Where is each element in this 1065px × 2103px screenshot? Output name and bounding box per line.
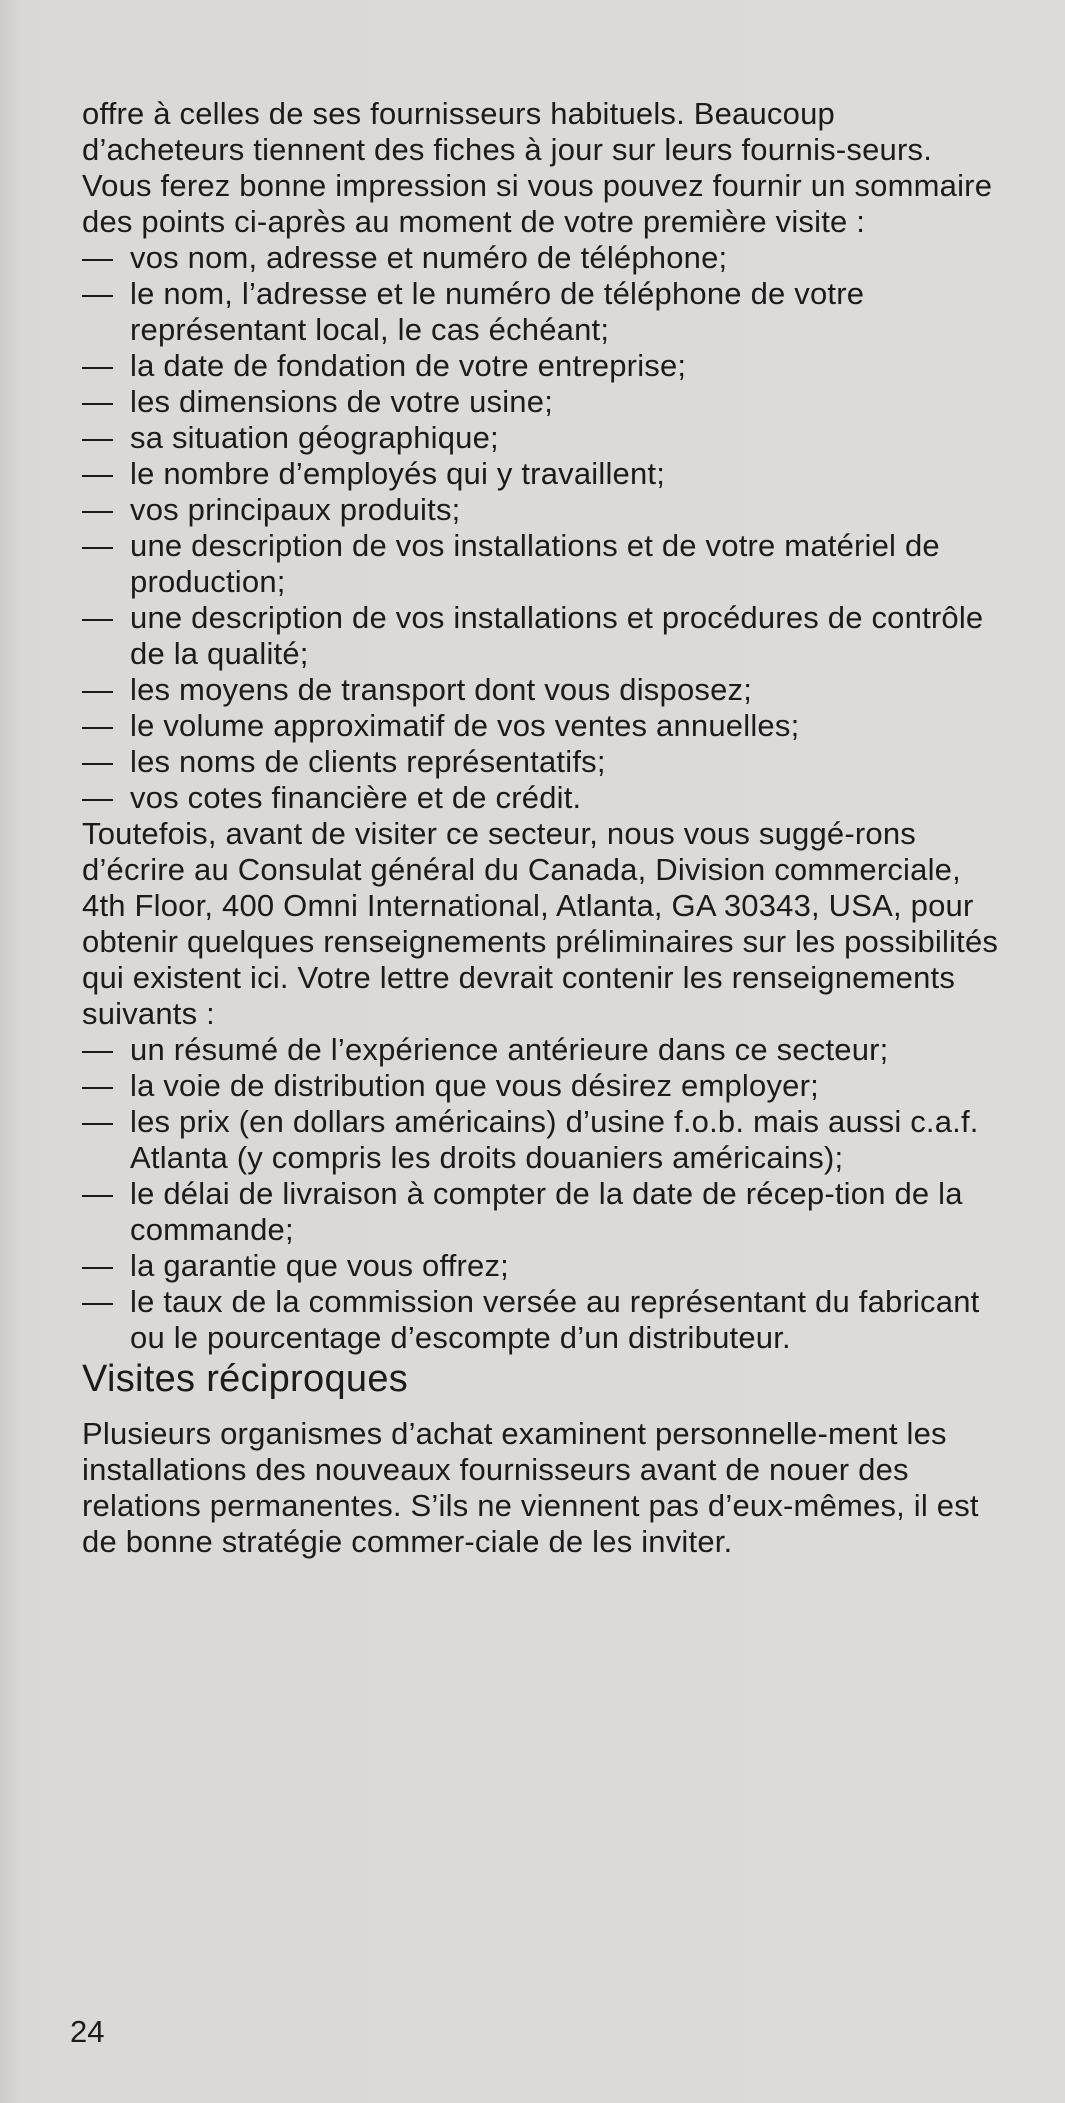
dash-marker: —: [82, 1176, 114, 1211]
list-item: — les dimensions de votre usine;: [82, 384, 554, 419]
dash-marker: —: [82, 456, 114, 491]
dash-marker: —: [82, 1032, 114, 1067]
dash-marker: —: [82, 1068, 114, 1103]
dash-marker: —: [82, 384, 114, 419]
list-item: — la date de fondation de votre entreprise;: [82, 348, 687, 383]
dash-marker: —: [82, 1248, 114, 1283]
list-item: — vos cotes financière et de crédit.: [82, 780, 582, 815]
section-paragraph: Plusieurs organismes d’achat examinent personnelle-ment les installations des nouveaux fournisseurs avant de nouer des relations permanentes. S’ils ne viennent pas d’eux-mêmes, il est de bonne stratégie commer-ciale de les inviter.: [82, 1416, 979, 1559]
dash-marker: —: [82, 1284, 114, 1319]
dash-marker: —: [82, 600, 114, 635]
list-item: — le nombre d’employés qui y travaillent;: [82, 456, 666, 491]
list-item: — le délai de livraison à compter de la date de récep-tion de la commande;: [82, 1176, 963, 1247]
dash-marker: —: [82, 780, 114, 815]
list-item: — le volume approximatif de vos ventes annuelles;: [82, 708, 800, 743]
list-item: — vos principaux produits;: [82, 492, 461, 527]
dash-marker: —: [82, 744, 114, 779]
dash-marker: —: [82, 240, 114, 275]
list-item: — la voie de distribution que vous désirez employer;: [82, 1068, 819, 1103]
list-item: — le taux de la commission versée au représentant du fabricant ou le pourcentage d’escompte d’un distributeur.: [82, 1284, 980, 1355]
list-item: — vos nom, adresse et numéro de téléphone;: [82, 240, 728, 275]
dash-marker: —: [82, 708, 114, 743]
list-item: — une description de vos installations et procédures de contrôle de la qualité;: [82, 600, 984, 671]
dash-marker: —: [82, 492, 114, 527]
dash-marker: —: [82, 348, 114, 383]
dash-marker: —: [82, 1104, 114, 1139]
page-content: [82, 96, 1002, 1560]
letter-contents-list: [82, 1032, 1002, 1356]
consulate-paragraph: Toutefois, avant de visiter ce secteur, nous vous suggé-rons d’écrire au Consulat général du Canada, Division commerciale, 4th Floor, 400 Omni International, Atlanta, GA 30343, USA, pour obtenir quelques renseignements préliminaires sur les possibilités qui existent ici. Votre lettre devrait contenir les renseignements suivants :: [82, 816, 999, 1031]
list-item: — une description de vos installations et de votre matériel de production;: [82, 528, 940, 599]
list-item: — le nom, l’adresse et le numéro de téléphone de votre représentant local, le cas échéant;: [82, 276, 865, 347]
list-item: — les noms de clients représentatifs;: [82, 744, 606, 779]
supplier-info-list: [82, 240, 1002, 816]
dash-marker: —: [82, 672, 114, 707]
list-item: — la garantie que vous offrez;: [82, 1248, 509, 1283]
page-number: 24: [70, 2014, 105, 2049]
dash-marker: —: [82, 528, 114, 563]
dash-marker: —: [82, 276, 114, 311]
section-heading: Visites réciproques: [82, 1358, 409, 1400]
list-item: — sa situation géographique;: [82, 420, 499, 455]
list-item: — les moyens de transport dont vous disposez;: [82, 672, 753, 707]
intro-paragraph: offre à celles de ses fournisseurs habituels. Beaucoup d’acheteurs tiennent des fiches à jour sur leurs fournis-seurs. Vous ferez bonne impression si vous pouvez fournir un sommaire des points ci-après au moment de votre première visite :: [82, 96, 993, 239]
dash-marker: —: [82, 420, 114, 455]
list-item: — les prix (en dollars américains) d’usine f.o.b. mais aussi c.a.f. Atlanta (y compris les droits douaniers américains);: [82, 1104, 979, 1175]
list-item: — un résumé de l’expérience antérieure dans ce secteur;: [82, 1032, 889, 1067]
